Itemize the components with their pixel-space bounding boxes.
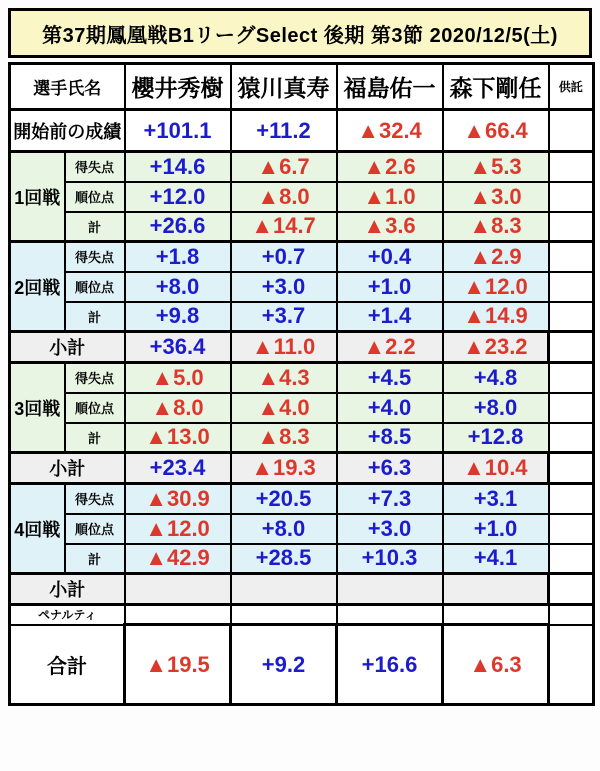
deposit-cell — [549, 302, 594, 332]
row-type-label: 順位点 — [65, 514, 125, 544]
deposit-cell — [549, 625, 594, 705]
pre-start-row — [10, 110, 594, 152]
player-name-header: 選手氏名 — [10, 64, 125, 110]
deposit-cell — [549, 242, 594, 272]
score-cell: ▲4.3 — [231, 363, 337, 393]
score-cell: +4.0 — [337, 393, 443, 423]
round1-row-rank — [10, 182, 594, 212]
score-cell: +1.4 — [337, 302, 443, 332]
subtotal-cell: ▲19.3 — [231, 453, 337, 484]
score-cell: +7.3 — [337, 484, 443, 514]
score-table — [8, 62, 595, 706]
row-type-label: 計 — [65, 544, 125, 574]
deposit-cell — [549, 484, 594, 514]
total-cell: ▲19.5 — [125, 625, 231, 705]
total-cell: +9.2 — [231, 625, 337, 705]
score-cell: +4.5 — [337, 363, 443, 393]
subtotal-cell — [337, 574, 443, 605]
round3-row-gains — [10, 363, 594, 393]
score-cell: +3.0 — [337, 514, 443, 544]
deposit-cell — [549, 152, 594, 182]
score-cell: +11.2 — [231, 110, 337, 152]
total-label: 合計 — [10, 625, 125, 705]
score-cell: ▲30.9 — [125, 484, 231, 514]
deposit-cell — [549, 514, 594, 544]
score-cell: ▲14.9 — [443, 302, 549, 332]
subtotal-cell: +23.4 — [125, 453, 231, 484]
score-cell: +3.1 — [443, 484, 549, 514]
row-type-label: 得失点 — [65, 152, 125, 182]
penalty-cell — [337, 605, 443, 625]
subtotal-cell: +6.3 — [337, 453, 443, 484]
score-cell: +101.1 — [125, 110, 231, 152]
score-cell: +9.8 — [125, 302, 231, 332]
round4-row-gains — [10, 484, 594, 514]
round3-row-rank — [10, 393, 594, 423]
round4-label: 4回戦 — [10, 484, 65, 574]
score-cell: ▲14.7 — [231, 212, 337, 242]
score-cell: ▲3.6 — [337, 212, 443, 242]
score-cell: ▲32.4 — [337, 110, 443, 152]
subtotal-cell: ▲11.0 — [231, 332, 337, 363]
deposit-cell — [549, 182, 594, 212]
row-type-label: 計 — [65, 302, 125, 332]
round3-row-sum — [10, 423, 594, 453]
score-cell: +3.0 — [231, 272, 337, 302]
header-row — [10, 64, 594, 110]
deposit-cell — [549, 393, 594, 423]
score-cell: +12.8 — [443, 423, 549, 453]
score-cell: ▲12.0 — [443, 272, 549, 302]
row-type-label: 計 — [65, 212, 125, 242]
score-cell: +4.1 — [443, 544, 549, 574]
score-cell: +0.4 — [337, 242, 443, 272]
score-cell: ▲12.0 — [125, 514, 231, 544]
deposit-header: 供託 — [549, 64, 594, 110]
subtotal-cell: ▲23.2 — [443, 332, 549, 363]
subtotal-cell: ▲2.2 — [337, 332, 443, 363]
score-cell: +1.8 — [125, 242, 231, 272]
round1-row-sum — [10, 212, 594, 242]
penalty-row — [10, 605, 594, 625]
score-cell: +3.7 — [231, 302, 337, 332]
round2-row-gains — [10, 242, 594, 272]
penalty-cell — [443, 605, 549, 625]
round2-row-sum — [10, 302, 594, 332]
score-cell: ▲8.3 — [231, 423, 337, 453]
subtotal-label: 小計 — [10, 574, 125, 605]
score-cell: +8.0 — [443, 393, 549, 423]
row-type-label: 順位点 — [65, 272, 125, 302]
row-type-label: 得失点 — [65, 484, 125, 514]
round2-row-rank — [10, 272, 594, 302]
round1-row-gains — [10, 152, 594, 182]
score-cell: ▲42.9 — [125, 544, 231, 574]
score-cell: +12.0 — [125, 182, 231, 212]
score-cell: +0.7 — [231, 242, 337, 272]
row-type-label: 得失点 — [65, 242, 125, 272]
score-cell: ▲1.0 — [337, 182, 443, 212]
penalty-cell — [125, 605, 231, 625]
round1-label: 1回戦 — [10, 152, 65, 242]
subtotal-label: 小計 — [10, 332, 125, 363]
score-cell: +28.5 — [231, 544, 337, 574]
score-cell: ▲2.6 — [337, 152, 443, 182]
score-cell: ▲13.0 — [125, 423, 231, 453]
score-cell: ▲5.3 — [443, 152, 549, 182]
score-cell: ▲2.9 — [443, 242, 549, 272]
score-cell: ▲6.7 — [231, 152, 337, 182]
subtotal-cell — [231, 574, 337, 605]
subtotal-cell: +36.4 — [125, 332, 231, 363]
score-cell: ▲8.0 — [125, 393, 231, 423]
score-cell: ▲66.4 — [443, 110, 549, 152]
score-cell: ▲8.3 — [443, 212, 549, 242]
score-cell: +1.0 — [337, 272, 443, 302]
deposit-cell — [549, 423, 594, 453]
subtotal-cell — [125, 574, 231, 605]
score-cell: ▲3.0 — [443, 182, 549, 212]
deposit-cell — [549, 605, 594, 625]
deposit-cell — [549, 332, 594, 363]
deposit-cell — [549, 212, 594, 242]
subtotal-cell — [443, 574, 549, 605]
score-cell: ▲8.0 — [231, 182, 337, 212]
pre-start-label: 開始前の成績 — [10, 110, 125, 152]
score-cell: +20.5 — [231, 484, 337, 514]
round2-label: 2回戦 — [10, 242, 65, 332]
player-name-2: 猿川真寿 — [231, 64, 337, 110]
row-type-label: 計 — [65, 423, 125, 453]
score-cell: +8.0 — [231, 514, 337, 544]
round3-label: 3回戦 — [10, 363, 65, 453]
row-type-label: 得失点 — [65, 363, 125, 393]
subtotal-label: 小計 — [10, 453, 125, 484]
score-cell: +1.0 — [443, 514, 549, 544]
score-cell: +10.3 — [337, 544, 443, 574]
tournament-title: 第37期鳳凰戦B1リーグSelect 後期 第3節 2020/12/5(土) — [8, 8, 592, 58]
score-cell: ▲5.0 — [125, 363, 231, 393]
round4-row-rank — [10, 514, 594, 544]
deposit-cell — [549, 574, 594, 605]
deposit-cell — [549, 544, 594, 574]
penalty-label: ペナルティ — [10, 605, 125, 625]
subtotal1-row — [10, 332, 594, 363]
score-cell: ▲4.0 — [231, 393, 337, 423]
subtotal3-row — [10, 574, 594, 605]
score-cell: +4.8 — [443, 363, 549, 393]
round4-row-sum — [10, 544, 594, 574]
score-cell: +26.6 — [125, 212, 231, 242]
score-cell: +8.0 — [125, 272, 231, 302]
deposit-cell — [549, 453, 594, 484]
row-type-label: 順位点 — [65, 393, 125, 423]
subtotal-cell: ▲10.4 — [443, 453, 549, 484]
penalty-cell — [231, 605, 337, 625]
deposit-cell — [549, 272, 594, 302]
subtotal2-row — [10, 453, 594, 484]
row-type-label: 順位点 — [65, 182, 125, 212]
score-cell: +8.5 — [337, 423, 443, 453]
total-cell: +16.6 — [337, 625, 443, 705]
score-cell: +14.6 — [125, 152, 231, 182]
deposit-cell — [549, 110, 594, 152]
deposit-cell — [549, 363, 594, 393]
player-name-1: 櫻井秀樹 — [125, 64, 231, 110]
player-name-3: 福島佑一 — [337, 64, 443, 110]
player-name-4: 森下剛任 — [443, 64, 549, 110]
total-row — [10, 625, 594, 705]
total-cell: ▲6.3 — [443, 625, 549, 705]
